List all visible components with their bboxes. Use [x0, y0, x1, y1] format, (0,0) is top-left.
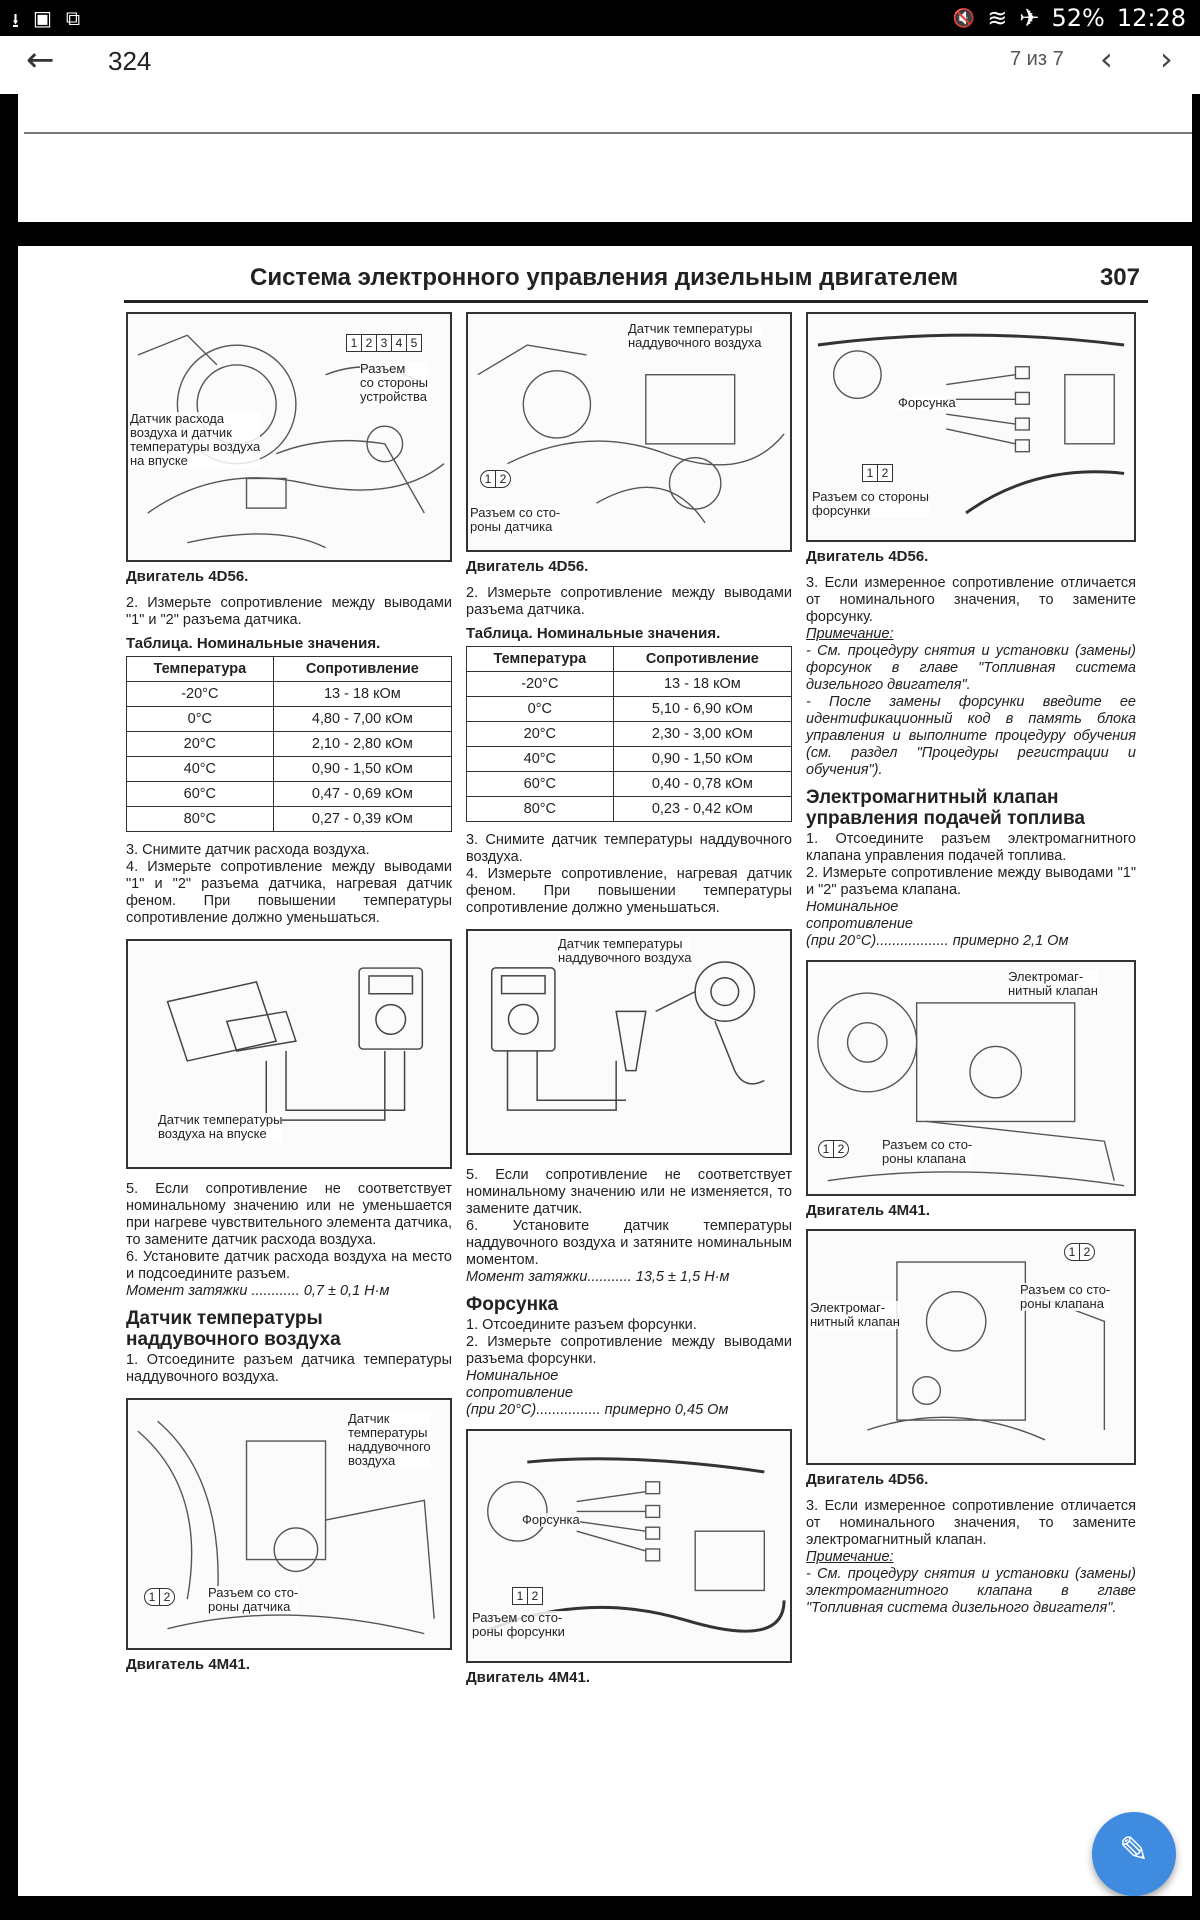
mute-icon: 🔇 [952, 7, 976, 29]
pencil-icon: ✎ [1118, 1830, 1150, 1871]
table-row: 80°C 0,23 - 0,42 кОм [467, 797, 792, 822]
torque-spec: Момент затяжки ............ 0,7 ± 0,1 Н·м [126, 1283, 390, 1299]
connector-pinout: 1 2 [1064, 1243, 1095, 1261]
note-label: Примечание: [806, 1549, 894, 1565]
table-row: 20°C 2,30 - 3,00 кОм [467, 722, 792, 747]
page-counter: 7 из 7 [1010, 48, 1064, 70]
resistance-table-boost: Температура Сопротивление -20°C 13 - 18 кОм 0°C 5,10 - 6,90 кОм 20°C 2,30 - 3,00 кОм 40°C 0,90 - 1,50 кОм 60°C 0,40 - 0,78 кОм 80°C 0,23 - 0,42 кОм [466, 646, 792, 822]
table-row: 0°C 4,80 - 7,00 кОм [127, 707, 452, 732]
step-2: 2. Измерьте сопротивление между выводами "1" и "2" разъема клапана. [806, 865, 1136, 898]
airplane-icon: ✈ [1019, 4, 1040, 32]
table-row: 20°C 2,10 - 2,80 кОм [127, 732, 452, 757]
step-3: 3. Снимите датчик расхода воздуха. [126, 842, 370, 858]
page-number: 307 [1099, 264, 1140, 291]
note-3: - См. процедуру снятия и установки (замены) электромагнитного клапана в главе "Топливная система дизельного двигателя". [806, 1566, 1136, 1616]
column-1 [126, 312, 452, 1683]
document-title: 324 [108, 46, 152, 76]
page-rule [24, 132, 1192, 134]
column-2 [466, 312, 792, 1696]
injector-label: Форсунка [522, 1512, 580, 1527]
section-title: Система электронного управления дизельным двигателем [250, 264, 959, 291]
step-3: 3. Если измеренное сопротивление отличается от номинального значения, то замените электромагнитный клапан. [806, 1498, 1136, 1548]
figure-injector-4m41 [466, 1429, 792, 1663]
connector-label: Разъем со сто- роны клапана [1020, 1282, 1111, 1311]
figure-fuel-valve-4m41 [806, 960, 1136, 1196]
figure-caption: Двигатель 4M41. [466, 1669, 591, 1686]
next-page-chevron-icon[interactable]: › [1160, 40, 1173, 78]
table-row: 40°C 0,90 - 1,50 кОм [467, 747, 792, 772]
table-row: 0°C 5,10 - 6,90 кОм [467, 697, 792, 722]
step-3: 3. Снимите датчик температуры наддувочного воздуха. [466, 832, 792, 865]
connector-pinout: 1 2 [818, 1140, 849, 1158]
connector-label: Разъем со сто- роны клапана [882, 1137, 973, 1166]
connector-pinout: 1 2 [862, 464, 893, 482]
connector-label: Разъем со сто- роны датчика [208, 1585, 299, 1614]
download-icon: ⭳ [12, 8, 19, 32]
page-header [124, 264, 1148, 303]
step-5: 5. Если сопротивление не соответствует номинальному значению или не уменьшается при нагреве чувствительного элемента датчика, то замените датчик расхода воздуха. [126, 1181, 452, 1248]
figure-caption: Двигатель 4D56. [466, 558, 589, 575]
step-2: 2. Измерьте сопротивление между выводами "1" и "2" разъема датчика. [126, 595, 452, 628]
table-row: -20°C 13 - 18 кОм [467, 672, 792, 697]
connector-pinout: 1 2 [512, 1587, 543, 1605]
step-4: 4. Измерьте сопротивление, нагревая датчик феном. При повышении температуры сопротивление должно уменьшаться. [466, 866, 792, 916]
connector-label: Разъем со сто- роны форсунки [472, 1610, 565, 1639]
figure-boost-sensor-test [466, 929, 792, 1155]
section-heading-fuel-valve: Электромагнитный клапан управления подачей топлива [806, 787, 1085, 829]
table-row: -20°C 13 - 18 кОм [127, 682, 452, 707]
step-1: 1. Отсоедините разъем форсунки. [466, 1317, 697, 1333]
note-2: - После замены форсунки введите ее идентификационный код в память блока управления и выполните процедуру обучения (см. раздел "Процедуры регистрации и обучения"). [806, 694, 1136, 778]
table-title: Таблица. Номинальные значения. [126, 635, 381, 652]
step-1: 1. Отсоедините разъем датчика температуры наддувочного воздуха. [126, 1352, 452, 1385]
gallery-icon: ▣ [33, 6, 52, 30]
document-page[interactable] [18, 246, 1192, 1896]
app-bar [0, 36, 1200, 94]
prev-page-chevron-icon[interactable]: ‹ [1100, 40, 1113, 78]
engine-drawing [808, 1231, 1134, 1463]
step-2: 2. Измерьте сопротивление между выводами разъема датчика. [466, 585, 792, 618]
table-title: Таблица. Номинальные значения. [466, 625, 721, 642]
torque-spec: Момент затяжки........... 13,5 ± 1,5 Н·м [466, 1269, 730, 1285]
connector-label: Разъем со стороны форсунки [812, 489, 929, 518]
connector-label: Разъем со стороны устройства [360, 361, 429, 404]
injector-label: Форсунка [898, 395, 956, 410]
table-row: 60°C 0,40 - 0,78 кОм [467, 772, 792, 797]
status-bar [0, 0, 1200, 36]
figure-maf-test [126, 939, 452, 1169]
connector-pinout: 1 2 [144, 1588, 175, 1606]
figure-maf-sensor-location [126, 312, 452, 562]
section-heading-boost-sensor: Датчик температуры наддувочного воздуха [126, 1308, 341, 1350]
sensor-label: Датчик температуры наддувочного воздуха [558, 936, 692, 965]
step-6: 6. Установите датчик температуры наддувочного воздуха и затяните номинальным моментом. [466, 1218, 792, 1268]
connector-label: Разъем со сто- роны датчика [470, 505, 561, 534]
clock: 12:28 [1116, 4, 1186, 32]
column-3 [806, 312, 1136, 1617]
resistance-table-maf: Температура Сопротивление -20°C 13 - 18 кОм 0°C 4,80 - 7,00 кОм 20°C 2,10 - 2,80 кОм 40°C 0,90 - 1,50 кОм 60°C 0,47 - 0,69 кОм 80°C 0,27 - 0,39 кОм [126, 656, 452, 832]
notification-icons [12, 6, 80, 40]
figure-caption: Двигатель 4M41. [806, 1202, 931, 1219]
nominal-resistance: Номинальное сопротивление (при 20°С)................ примерно 0,45 Ом [466, 1368, 729, 1418]
back-arrow-icon[interactable]: ← [26, 40, 55, 80]
sensor-label: Датчик температуры наддувочного воздуха [348, 1411, 431, 1468]
note-label: Примечание: [806, 626, 894, 642]
figure-caption: Двигатель 4D56. [806, 548, 929, 565]
step-5: 5. Если сопротивление не соответствует номинальному значению или не изменяется, то замените датчик. [466, 1167, 792, 1217]
valve-label: Электромаг- нитный клапан [810, 1300, 900, 1329]
step-1: 1. Отсоедините разъем электромагнитного клапана управления подачей топлива. [806, 831, 1136, 864]
figure-caption: Двигатель 4D56. [806, 1471, 929, 1488]
figure-boost-sensor-4d56 [466, 312, 792, 552]
valve-label: Электромаг- нитный клапан [1008, 969, 1098, 998]
sensor-label: Датчик расхода воздуха и датчик температуры воздуха на впуске [130, 411, 261, 468]
step-4: 4. Измерьте сопротивление между выводами "1" и "2" разъема датчика, нагревая датчик феном. При повышении температуры сопротивление должно уменьшаться. [126, 859, 452, 926]
note-1: - См. процедуру снятия и установки (замены) форсунок в главе "Топливная система дизельного двигателя". [806, 643, 1136, 693]
step-6: 6. Установите датчик расхода воздуха на место и подсоедините разъем. [126, 1249, 452, 1282]
battery-level: 52% [1051, 4, 1105, 32]
figure-boost-sensor-4m41 [126, 1398, 452, 1650]
sensor-label: Датчик температуры наддувочного воздуха [628, 321, 762, 350]
step-2: 2. Измерьте сопротивление между выводами разъема форсунки. [466, 1334, 792, 1367]
edit-fab-button[interactable] [1092, 1812, 1176, 1896]
wifi-icon: ≋ [987, 4, 1008, 32]
table-row: 80°C 0,27 - 0,39 кОм [127, 807, 452, 832]
previous-page-fragment [18, 94, 1192, 222]
connector-pinout: 1 2 [480, 470, 511, 488]
step-3: 3. Если измеренное сопротивление отличается от номинального значения, то замените форсунку. [806, 575, 1136, 625]
section-heading-injector: Форсунка [466, 1294, 559, 1315]
system-icons [953, 4, 1186, 32]
figure-fuel-valve-4d56 [806, 1229, 1136, 1465]
image-icon: ⧉ [65, 6, 81, 30]
sensor-label: Датчик температуры воздуха на впуске [158, 1112, 283, 1141]
figure-caption: Двигатель 4M41. [126, 1656, 251, 1673]
nominal-resistance: Номинальное сопротивление (при 20°С).................. примерно 2,1 Ом [806, 899, 1069, 949]
connector-pinout: 1 2 3 4 5 [346, 334, 422, 352]
figure-caption: Двигатель 4D56. [126, 568, 249, 585]
table-row: 40°C 0,90 - 1,50 кОм [127, 757, 452, 782]
figure-injector-4d56 [806, 312, 1136, 542]
table-row: 60°C 0,47 - 0,69 кОм [127, 782, 452, 807]
